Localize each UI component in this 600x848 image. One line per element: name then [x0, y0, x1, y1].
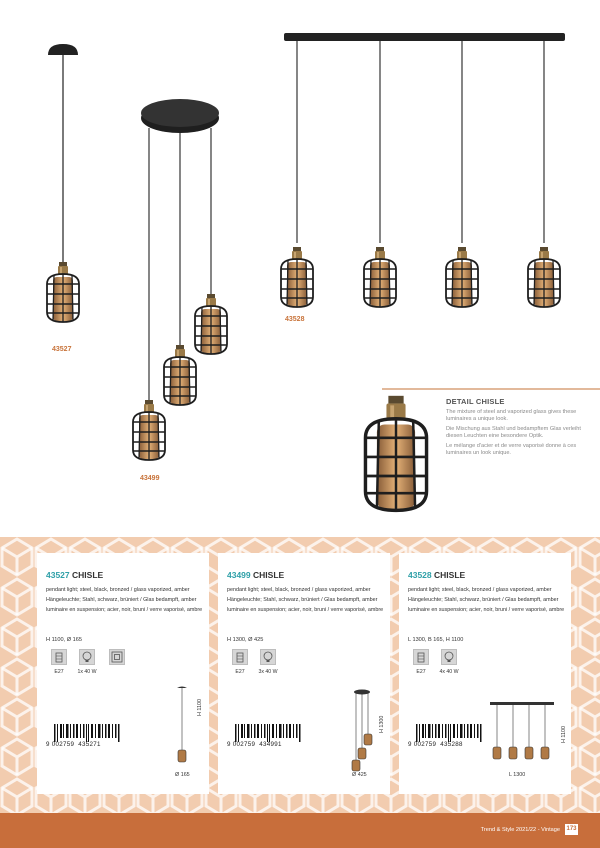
footer [0, 813, 600, 848]
dimension-width: L 1300 [509, 772, 526, 778]
card-name: CHISLE [72, 570, 104, 580]
bulb-icon [260, 649, 276, 665]
barcode-number: 9 002759 434991 [227, 741, 282, 748]
product-card-43528 [399, 553, 571, 794]
card-name: CHISLE [434, 570, 466, 580]
dimension-drawing [487, 699, 557, 761]
product-card-43527 [37, 553, 209, 794]
barcode [416, 724, 482, 742]
dimension-width: Ø 165 [175, 772, 190, 778]
socket-icon [413, 649, 429, 665]
socket-icon [232, 649, 248, 665]
product-code-43528: 43528 [285, 316, 305, 323]
socket-icon [51, 649, 67, 665]
detail-text-en: The mixture of steel and vaporized glass gives these luminaires a unique look. [446, 409, 577, 422]
footer-text: Trend & Style 2021/22 - Vintage [480, 827, 560, 833]
detail-title: DETAIL CHISLE [446, 397, 505, 406]
barcode-number: 9 002759 435288 [408, 741, 463, 748]
card-dimensions: H 1300, Ø 425 [227, 637, 264, 643]
socket-label: E27 [235, 669, 245, 675]
bulb-label: 3x 40 W [258, 669, 278, 675]
product-code-43499: 43499 [140, 475, 160, 482]
socket-label: E27 [54, 669, 64, 675]
protection-class-icon [109, 649, 125, 665]
card-description: pendant light; steel, black, bronzed / glass vaporized, amber Hängeleuchte; Stahl, schwarz, brüniert / Glas bedampft, amber luminaire en suspension; acier, noir, bruni / verre vaporisé, ambre [227, 587, 384, 613]
dimension-drawing [344, 688, 380, 772]
card-title [227, 570, 284, 580]
card-title [46, 570, 103, 580]
card-dimensions: L 1300, B 165, H 1100 [408, 637, 464, 643]
card-number: 43499 [227, 570, 251, 580]
dimension-width: Ø 425 [352, 772, 367, 778]
product-code-43527: 43527 [52, 346, 72, 353]
card-name: CHISLE [253, 570, 285, 580]
lamp-43527 [47, 44, 79, 322]
dimension-height: H 1300 [379, 715, 385, 733]
barcode [54, 724, 120, 742]
card-description: pendant light; steel, black, bronzed / glass vaporized, amber Hängeleuchte; Stahl, schwarz, brüniert / Glas bedampft, amber luminaire en suspension; acier, noir, bruni / verre vaporisé, ambre [46, 587, 203, 613]
dimension-height: H 1100 [197, 699, 203, 716]
product-card-43499 [218, 553, 390, 794]
lamp-43528 [281, 33, 565, 307]
page-number: 173 [565, 824, 578, 835]
barcode-number: 9 002759 435271 [46, 741, 101, 748]
barcode [235, 724, 301, 742]
card-number: 43528 [408, 570, 432, 580]
bulb-label: 4x 40 W [439, 669, 459, 675]
dimension-drawing [171, 684, 193, 769]
card-dimensions: H 1100, Ø 165 [46, 637, 82, 643]
detail-text-de: Die Mischung aus Stahl und bedampftem Glas verleiht diesen Leuchten eine besondere Optik. [446, 426, 581, 439]
card-number: 43527 [46, 570, 70, 580]
bulb-icon [79, 649, 95, 665]
socket-label: E27 [416, 669, 426, 675]
bulb-label: 1x 40 W [77, 669, 97, 675]
lamp-43499 [133, 99, 227, 460]
card-description: pendant light; steel, black, bronzed / glass vaporized, amber Hängeleuchte; Stahl, schwarz, brüniert / Glas bedampft, amber luminaire en suspension; acier, noir, bruni / verre vaporisé, ambre [408, 587, 565, 613]
dimension-height: H 1100 [561, 726, 567, 743]
detail-text-fr: Le mélange d'acier et de verre vaporisé donne à ces luminaires un look unique. [446, 443, 577, 456]
bulb-icon [441, 649, 457, 665]
card-title [408, 570, 465, 580]
